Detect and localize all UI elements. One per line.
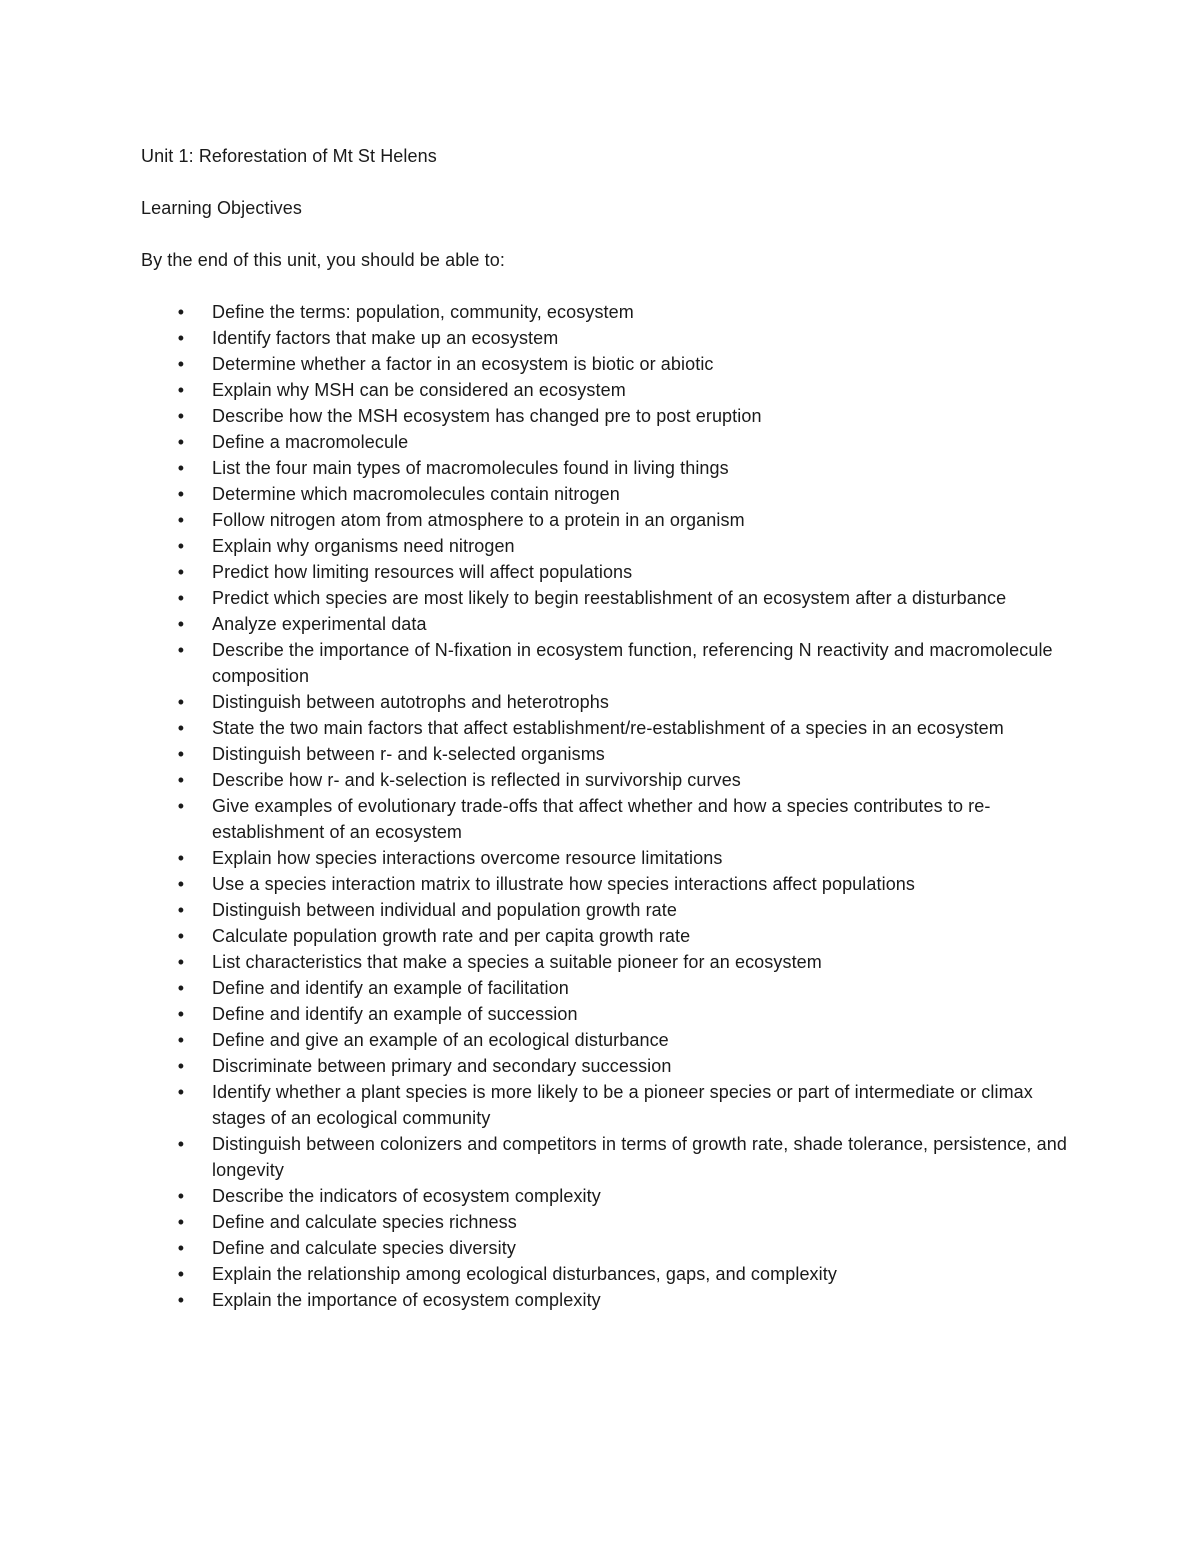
list-item-text: Explain why organisms need nitrogen bbox=[212, 536, 515, 556]
list-item bbox=[141, 403, 1071, 429]
bullet-icon: • bbox=[177, 874, 185, 894]
bullet-icon: • bbox=[177, 536, 185, 556]
list-item bbox=[141, 637, 1071, 689]
bullet-icon: • bbox=[177, 1030, 185, 1050]
list-item-text: Explain how species interactions overcome resource limitations bbox=[212, 848, 723, 868]
bullet-icon: • bbox=[177, 562, 185, 582]
list-item-text: List the four main types of macromolecules found in living things bbox=[212, 458, 729, 478]
list-item-text: Distinguish between colonizers and competitors in terms of growth rate, shade tolerance, persistence, and longevity bbox=[212, 1134, 1067, 1180]
list-item bbox=[141, 507, 1071, 533]
bullet-icon: • bbox=[177, 978, 185, 998]
list-item bbox=[141, 1183, 1071, 1209]
bullet-icon: • bbox=[177, 1264, 185, 1284]
list-item bbox=[141, 1053, 1071, 1079]
list-item bbox=[141, 741, 1071, 767]
list-item bbox=[141, 325, 1071, 351]
bullet-icon: • bbox=[177, 796, 185, 816]
list-item bbox=[141, 975, 1071, 1001]
list-item bbox=[141, 949, 1071, 975]
bullet-icon: • bbox=[177, 1290, 185, 1310]
bullet-icon: • bbox=[177, 510, 185, 530]
list-item-text: Describe how the MSH ecosystem has changed pre to post eruption bbox=[212, 406, 762, 426]
list-item bbox=[141, 871, 1071, 897]
list-item-text: Describe how r- and k-selection is reflected in survivorship curves bbox=[212, 770, 741, 790]
list-item bbox=[141, 1027, 1071, 1053]
list-item bbox=[141, 793, 1071, 845]
bullet-icon: • bbox=[177, 1212, 185, 1232]
section-heading: Learning Objectives bbox=[141, 198, 302, 218]
list-item-text: Define a macromolecule bbox=[212, 432, 409, 452]
list-item-text: Define and give an example of an ecological disturbance bbox=[212, 1030, 669, 1050]
list-item-text: Predict which species are most likely to begin reestablishment of an ecosystem after a disturbance bbox=[212, 588, 1007, 608]
bullet-icon: • bbox=[177, 1186, 185, 1206]
bullet-icon: • bbox=[177, 770, 185, 790]
bullet-icon: • bbox=[177, 900, 185, 920]
list-item bbox=[141, 767, 1071, 793]
bullet-icon: • bbox=[177, 692, 185, 712]
list-item bbox=[141, 1235, 1071, 1261]
list-item-text: Distinguish between individual and population growth rate bbox=[212, 900, 677, 920]
list-item-text: Determine which macromolecules contain nitrogen bbox=[212, 484, 620, 504]
list-item bbox=[141, 351, 1071, 377]
list-item bbox=[141, 377, 1071, 403]
bullet-icon: • bbox=[177, 1082, 185, 1102]
list-item bbox=[141, 585, 1071, 611]
list-item-text: Identify factors that make up an ecosystem bbox=[212, 328, 559, 348]
list-item-text: Explain the importance of ecosystem complexity bbox=[212, 1290, 601, 1310]
bullet-icon: • bbox=[177, 718, 185, 738]
bullet-icon: • bbox=[177, 354, 185, 374]
list-item bbox=[141, 715, 1071, 741]
bullet-icon: • bbox=[177, 1056, 185, 1076]
list-item bbox=[141, 429, 1071, 455]
list-item-text: Identify whether a plant species is more likely to be a pioneer species or part of intermediate or climax stages of an ecological community bbox=[212, 1082, 1033, 1128]
bullet-icon: • bbox=[177, 458, 185, 478]
list-item bbox=[141, 1079, 1071, 1131]
list-item-text: Define the terms: population, community, ecosystem bbox=[212, 302, 634, 322]
document-body bbox=[141, 143, 1071, 1313]
bullet-icon: • bbox=[177, 848, 185, 868]
bullet-icon: • bbox=[177, 328, 185, 348]
list-item-text: State the two main factors that affect establishment/re-establishment of a species in an ecosystem bbox=[212, 718, 1004, 738]
list-item bbox=[141, 1287, 1071, 1313]
list-item bbox=[141, 845, 1071, 871]
list-item bbox=[141, 1209, 1071, 1235]
list-item bbox=[141, 1001, 1071, 1027]
list-item bbox=[141, 1131, 1071, 1183]
list-item-text: List characteristics that make a species a suitable pioneer for an ecosystem bbox=[212, 952, 822, 972]
bullet-icon: • bbox=[177, 1238, 185, 1258]
list-item-text: Explain the relationship among ecological disturbances, gaps, and complexity bbox=[212, 1264, 837, 1284]
list-item-text: Calculate population growth rate and per capita growth rate bbox=[212, 926, 691, 946]
list-item bbox=[141, 533, 1071, 559]
bullet-icon: • bbox=[177, 1004, 185, 1024]
intro-text: By the end of this unit, you should be able to: bbox=[141, 250, 505, 270]
list-item-text: Distinguish between r- and k-selected organisms bbox=[212, 744, 605, 764]
list-item-text: Describe the indicators of ecosystem complexity bbox=[212, 1186, 601, 1206]
list-item-text: Define and calculate species diversity bbox=[212, 1238, 516, 1258]
list-item-text: Define and identify an example of facilitation bbox=[212, 978, 569, 998]
list-item-text: Predict how limiting resources will affect populations bbox=[212, 562, 633, 582]
bullet-icon: • bbox=[177, 640, 185, 660]
list-item bbox=[141, 299, 1071, 325]
list-item-text: Follow nitrogen atom from atmosphere to a protein in an organism bbox=[212, 510, 745, 530]
list-item-text: Analyze experimental data bbox=[212, 614, 427, 634]
list-item-text: Give examples of evolutionary trade-offs that affect whether and how a species contributes to re-establishment of an ecosystem bbox=[212, 796, 991, 842]
list-item bbox=[141, 689, 1071, 715]
bullet-icon: • bbox=[177, 302, 185, 322]
bullet-icon: • bbox=[177, 952, 185, 972]
list-item bbox=[141, 611, 1071, 637]
list-item-text: Determine whether a factor in an ecosystem is biotic or abiotic bbox=[212, 354, 714, 374]
bullet-icon: • bbox=[177, 614, 185, 634]
list-item-text: Define and identify an example of succession bbox=[212, 1004, 578, 1024]
bullet-icon: • bbox=[177, 588, 185, 608]
list-item bbox=[141, 897, 1071, 923]
bullet-icon: • bbox=[177, 380, 185, 400]
bullet-icon: • bbox=[177, 484, 185, 504]
list-item bbox=[141, 923, 1071, 949]
list-item-text: Distinguish between autotrophs and heterotrophs bbox=[212, 692, 609, 712]
bullet-icon: • bbox=[177, 406, 185, 426]
list-item-text: Define and calculate species richness bbox=[212, 1212, 517, 1232]
list-item bbox=[141, 455, 1071, 481]
list-item bbox=[141, 481, 1071, 507]
bullet-icon: • bbox=[177, 744, 185, 764]
list-item-text: Use a species interaction matrix to illustrate how species interactions affect populations bbox=[212, 874, 916, 894]
page-title: Unit 1: Reforestation of Mt St Helens bbox=[141, 146, 437, 166]
bullet-icon: • bbox=[177, 1134, 185, 1154]
list-item bbox=[141, 1261, 1071, 1287]
bullet-icon: • bbox=[177, 926, 185, 946]
bullet-icon: • bbox=[177, 432, 185, 452]
objectives-list bbox=[141, 299, 1071, 1313]
list-item bbox=[141, 559, 1071, 585]
list-item-text: Explain why MSH can be considered an ecosystem bbox=[212, 380, 626, 400]
list-item-text: Describe the importance of N-fixation in ecosystem function, referencing N reactivity and macromolecule composition bbox=[212, 640, 1053, 686]
list-item-text: Discriminate between primary and secondary succession bbox=[212, 1056, 672, 1076]
